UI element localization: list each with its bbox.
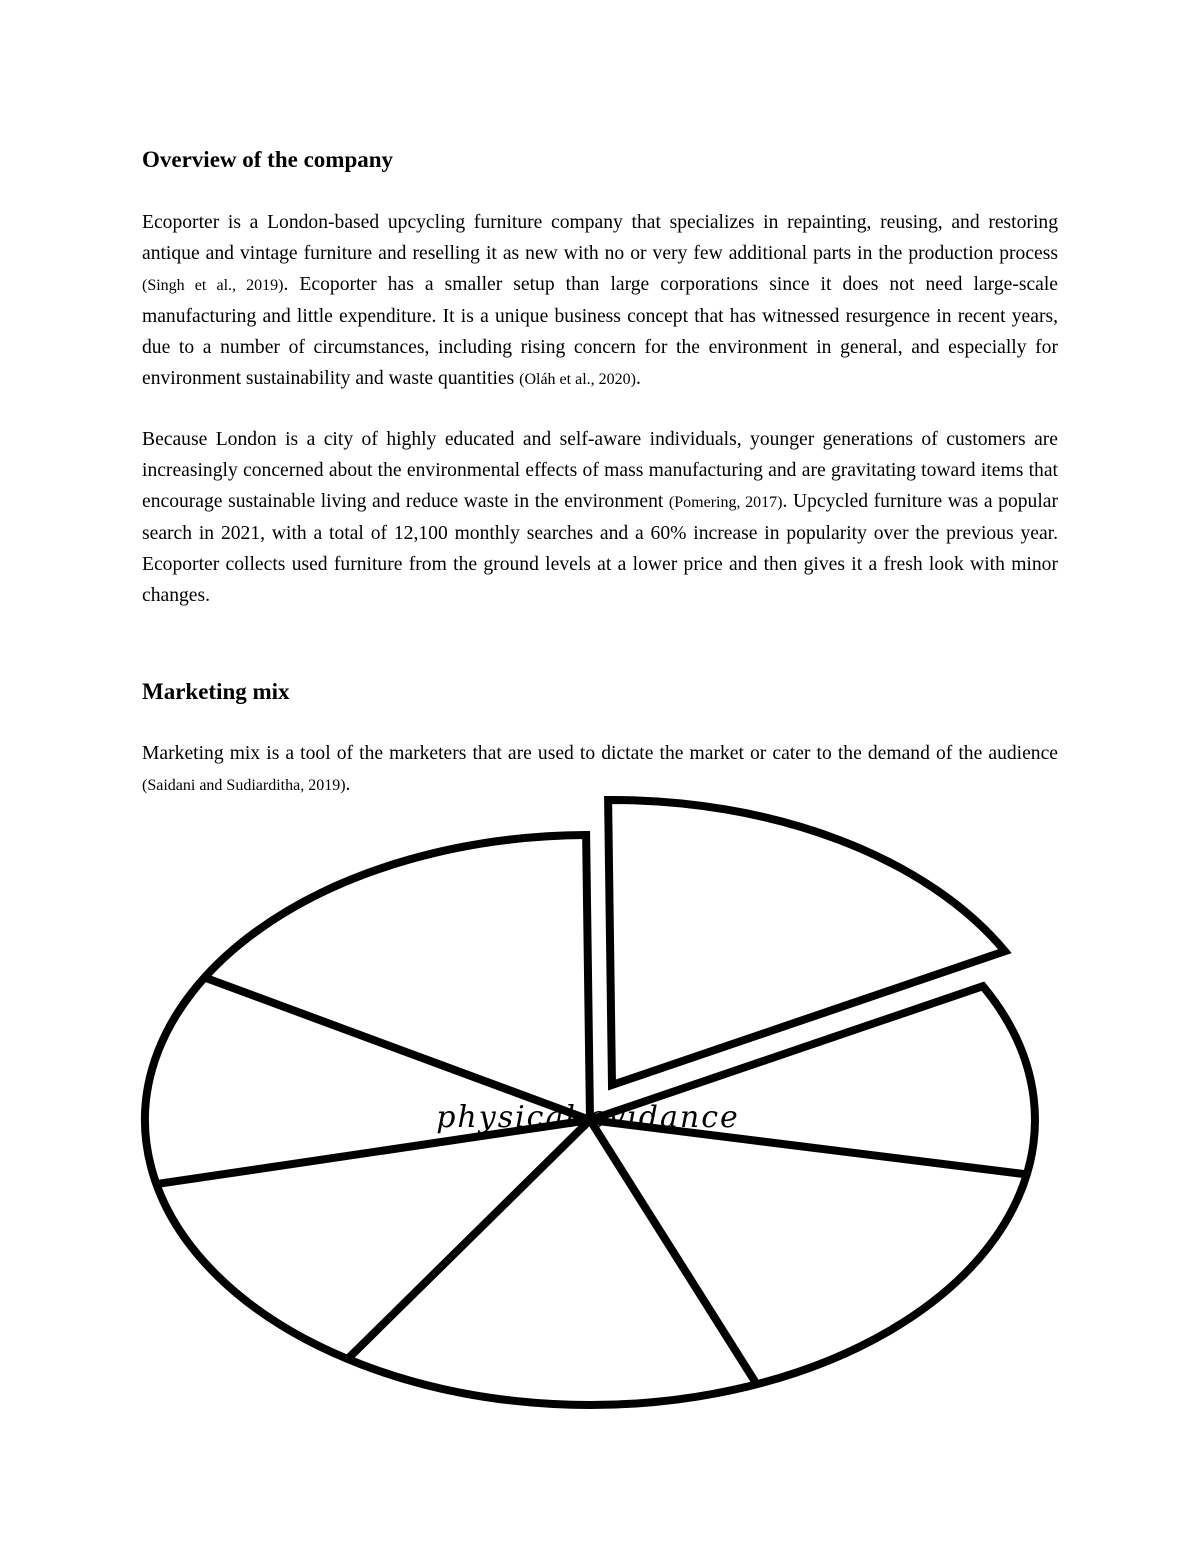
citation: (Oláh et al., 2020) (519, 371, 636, 388)
overview-paragraph-1 (142, 207, 1058, 395)
paragraph-text: Because London is a city of highly educated and self-aware individuals, younger generations of customers are increasingly concerned about the environmental effects of mass manufacturing and are gravitating toward items that encourage sustainable living and reduce waste in the environment (142, 429, 1058, 512)
marketing-mix-pie-chart (0, 790, 1200, 1410)
citation: (Singh et al., 2019) (142, 277, 284, 294)
paragraph-text: Marketing mix is a tool of the marketers that are used to dictate the market or cater to the demand of the audience (142, 743, 1058, 764)
citation: (Saidani and Sudiarditha, 2019) (142, 777, 346, 794)
paragraph-text: . Upcycled furniture was a popular search in 2021, with a total of 12,100 monthly searches and a 60% increase in popularity over the previous year. Ecoporter collects used furniture from the ground levels at a lower price and then gives it a fresh look with minor changes. (142, 491, 1058, 606)
citation: (Pomering, 2017) (668, 494, 783, 511)
section-heading-overview: Overview of the company (142, 147, 394, 172)
paragraph-text: . Ecoporter has a smaller setup than large corporations since it does not need large-scale manufacturing and little expenditure. It is a unique business concept that has witnessed resurgence in recent years, due to a number of circumstances, including rising concern for the environment in general, and especially for environment sustainability and waste quantities (142, 274, 1059, 389)
slice-label-physical-evidence: physical evidance (436, 1100, 740, 1135)
paragraph-text: . (635, 368, 641, 389)
paragraph-text: . (345, 774, 351, 795)
paragraph-text: Ecoporter is a London-based upcycling furniture company that specializes in repainting, reusing, and restoring antique and vintage furniture and reselling it as new with no or very few additional parts in the production process (142, 212, 1058, 264)
section-heading-marketing-mix: Marketing mix (142, 679, 290, 704)
overview-paragraph-2 (142, 424, 1058, 611)
